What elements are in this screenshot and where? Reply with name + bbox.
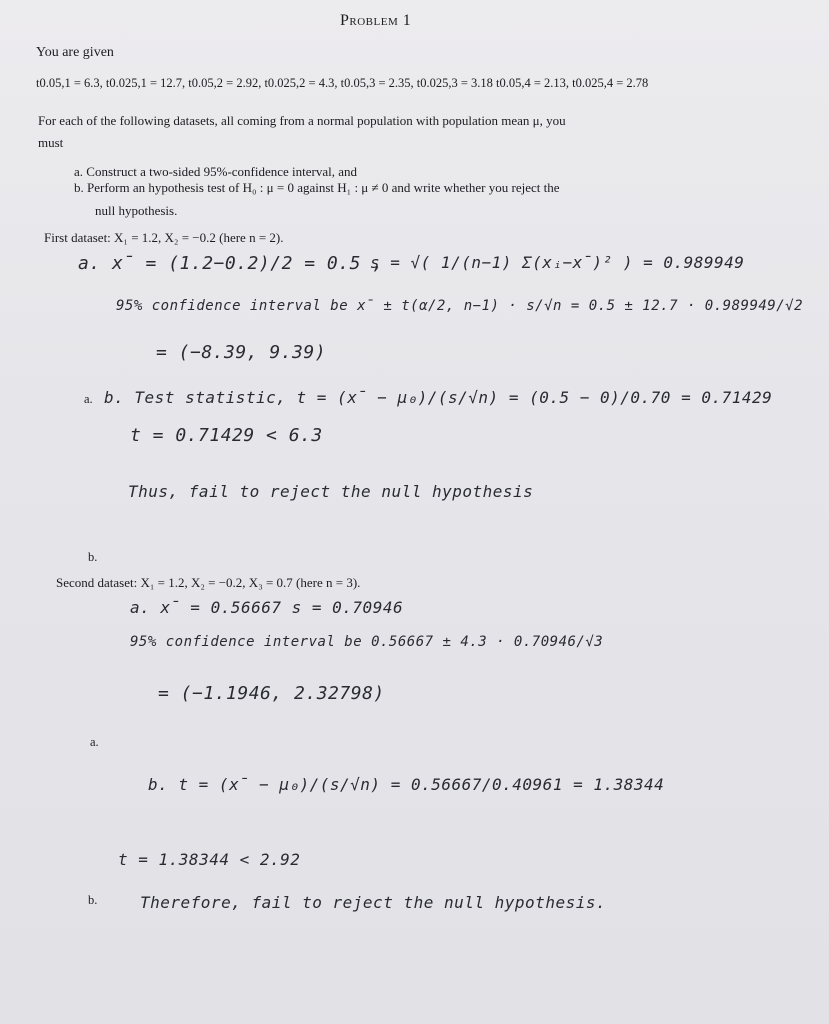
task-b-line-1: b. Perform an hypothesis test of H₀ : μ = 0 against H₁ : μ ≠ 0 and write whether you reject the — [74, 180, 560, 195]
ds2-compare: t = 1.38344 < 2.92 — [118, 850, 301, 869]
ds2-stats: a. x̄ = 0.56667 s = 0.70946 — [130, 598, 404, 617]
ds2-ci-formula: 95% confidence interval be 0.56667 ± 4.3 · 0.70946/√3 — [130, 634, 604, 650]
task-a: a. Construct a two-sided 95%-confidence interval, and — [74, 164, 358, 179]
ds1-test-statistic: b. Test statistic, t = (x̄ − μ₀)/(s/√n) = (0.5 − 0)/0.70 = 0.71429 — [104, 388, 773, 407]
dataset-2-label: Second dataset: X₁ = 1.2, X₂ = −0.2, X₃ = 0.7 (here n = 3). — [56, 575, 361, 590]
ds1-conclusion: Thus, fail to reject the null hypothesis — [128, 482, 534, 501]
instruction-line-2: must — [38, 135, 64, 150]
ds2-side-label-a: a. — [90, 735, 99, 749]
ds1-ci-formula: 95% confidence interval be x̄ ± t(α/2, n−1) · s/√n = 0.5 ± 12.7 · 0.989949/√2 — [116, 298, 804, 314]
ds2-test-statistic: b. t = (x̄ − μ₀)/(s/√n) = 0.56667/0.40961 = 1.38344 — [148, 775, 665, 794]
ds1-std-calc: s = √( 1/(n−1) Σ(xᵢ−x̄)² ) = 0.989949 — [370, 253, 745, 272]
ds1-ci-result: = (−8.39, 9.39) — [156, 342, 327, 363]
ds1-compare: t = 0.71429 < 6.3 — [130, 425, 323, 446]
ds1-side-label-b: b. — [88, 550, 98, 564]
dataset-1-label: First dataset: X₁ = 1.2, X₂ = −0.2 (here n = 2). — [44, 230, 284, 245]
ds2-conclusion: Therefore, fail to reject the null hypothesis. — [140, 893, 607, 912]
page-title: Problem 1 — [340, 12, 412, 29]
t-values-line: t0.05,1 = 6.3, t0.025,1 = 12.7, t0.05,2 = 2.92, t0.025,2 = 4.3, t0.05,3 = 2.35, t0.025,3 = 3.18 t0.05,4 = 2.13, t0.025,4 = 2.78 — [36, 76, 649, 90]
ds2-ci-result: = (−1.1946, 2.32798) — [158, 683, 385, 704]
given-label: You are given — [36, 45, 114, 60]
ds1-mean-calc: a. x̄ = (1.2−0.2)/2 = 0.5 , — [78, 253, 384, 274]
ds2-side-label-b: b. — [88, 893, 98, 907]
task-b-line-2: null hypothesis. — [95, 203, 178, 218]
instruction-line-1: For each of the following datasets, all coming from a normal population with population mean μ, you — [38, 113, 566, 128]
ds1-side-label-a: a. — [84, 392, 93, 406]
